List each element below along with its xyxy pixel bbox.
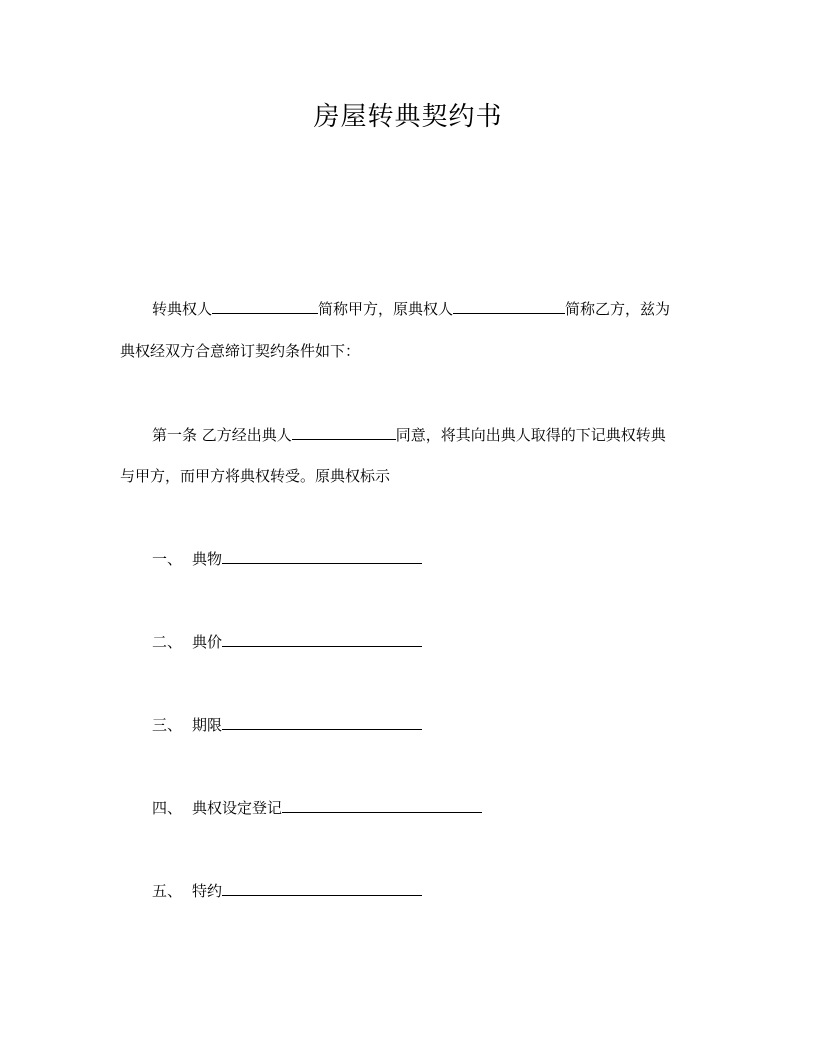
item-label: 特约 <box>192 882 223 900</box>
item-special-terms <box>152 880 422 901</box>
document-title: 房屋转典契约书 <box>313 102 503 132</box>
intro-line-1 <box>152 298 670 319</box>
item-label: 典价 <box>192 633 223 651</box>
special-terms-blank <box>222 880 422 896</box>
mortgagor-blank <box>292 424 396 440</box>
item-number: 二、 <box>152 633 183 651</box>
item-price <box>152 631 422 652</box>
intro-text-abbr: 简称乙方，兹为 <box>565 300 671 318</box>
intro-line-2: 典权经双方合意缔订契约条件如下： <box>120 342 361 360</box>
item-label: 典物 <box>192 550 223 568</box>
article1-text-b: 同意，将其向出典人取得的下记典权转典 <box>395 426 666 444</box>
item-label: 典权设定登记 <box>192 799 283 817</box>
item-number: 一、 <box>152 550 183 568</box>
item-number: 三、 <box>152 716 183 734</box>
item-property <box>152 548 422 569</box>
item-number: 五、 <box>152 882 183 900</box>
article1-line-1 <box>152 424 666 445</box>
item-label: 期限 <box>192 716 223 734</box>
price-blank <box>222 631 422 647</box>
article1-line-2: 与甲方，而甲方将典权转受。原典权标示 <box>120 467 391 485</box>
item-registration <box>152 797 482 818</box>
term-blank <box>222 714 422 730</box>
transferee-blank <box>212 298 318 314</box>
property-blank <box>222 548 422 564</box>
registration-blank <box>282 797 482 813</box>
intro-text-transferee: 转典权人 <box>152 300 213 318</box>
intro-text-original-holder: 简称甲方，原典权人 <box>318 300 454 318</box>
original-holder-blank <box>453 298 565 314</box>
article1-text-a: 第一条 乙方经出典人 <box>152 426 292 444</box>
item-number: 四、 <box>152 799 183 817</box>
item-term <box>152 714 422 735</box>
